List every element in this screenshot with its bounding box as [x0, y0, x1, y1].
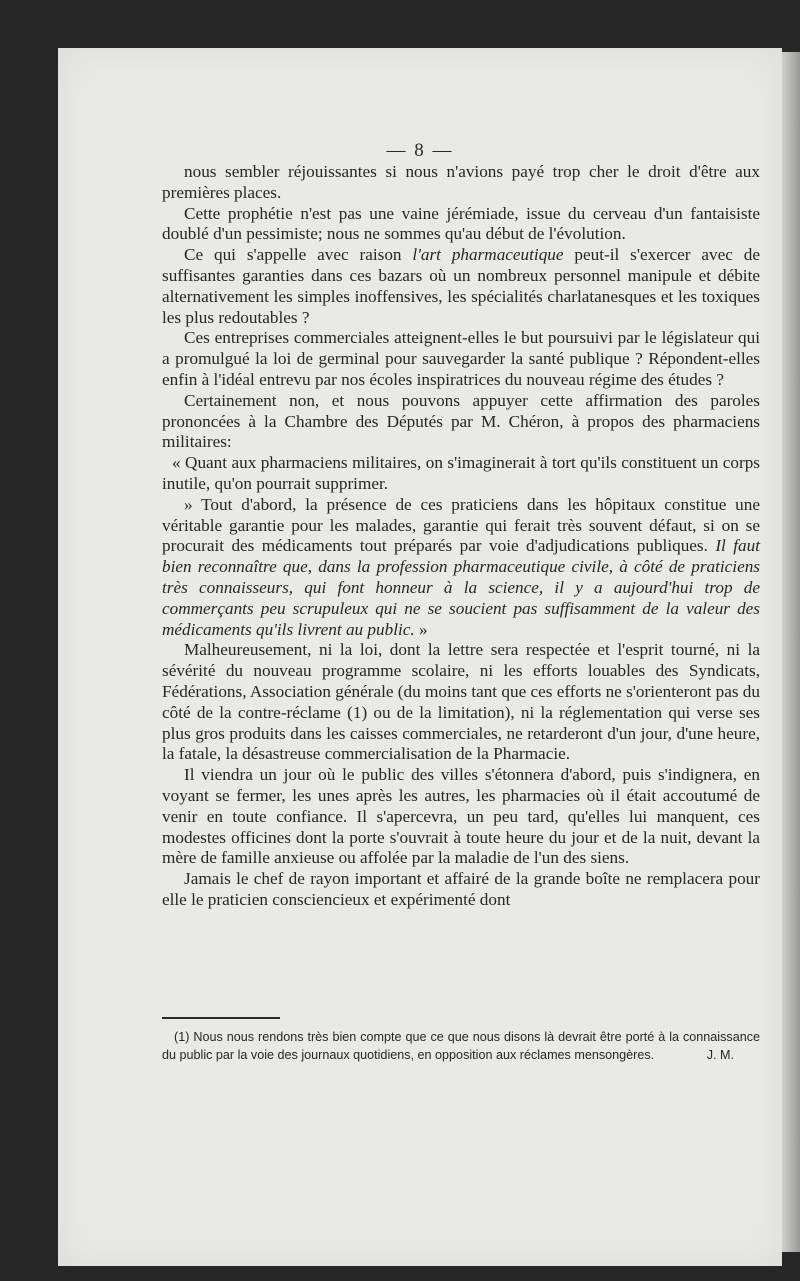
- paragraph-3-end: peut-il s'exercer avec de suffisantes garanties dans ces bazars où un nombreux personnel manipule et débite alternativement les simples inoffensives, les spécialités charlatanesques et les toxiques les plus redoutables ?: [162, 245, 761, 327]
- paragraph-9: Il viendra un jour où le public des villes s'étonnera d'abord, puis s'indignera, en voyant se fermer, les unes après les autres, les pharmacies où il était accoutumé de venir en toute confiance. Il s'apercevra, un peu tard, qu'elles lui manquent, ces modestes officines dont la porte s'ouvrait à toute heure du jour et de la nuit, devant la mère de famille anxieuse ou affolée par la maladie de l'un des siens.: [162, 765, 760, 868]
- paragraph-3: [162, 245, 760, 328]
- quote-2-end: »: [414, 619, 428, 639]
- page-edge: [782, 52, 800, 1252]
- paragraph-1: nous sembler réjouissantes si nous n'avions payé trop cher le droit d'être aux premières places.: [162, 162, 760, 202]
- page-number: — 8 —: [386, 140, 454, 161]
- paragraph-5: Certainement non, et nous pouvons appuyer cette affirmation des paroles prononcées à la Chambre des Députés par M. Chéron, à propos des pharmaciens militaires:: [162, 390, 760, 452]
- footnote-rule: [162, 1017, 280, 1019]
- book-page: [58, 48, 782, 1266]
- footnote: [162, 1028, 760, 1064]
- paragraph-3-italic: l'art pharmaceutique: [412, 245, 564, 265]
- quote-2-start: » Tout d'abord, la présence de ces praticiens dans les hôpitaux constitue une véritable garantie pour les malades, garantie qui ferait très souvent défaut, si on se procurait des médicaments tout préparés par voie d'adjudications publiques.: [162, 494, 760, 556]
- quote-2-italic: Il faut bien reconnaître que, dans la profession pharmaceutique civile, à côté de praticiens très connaisseurs, qui font honneur à la science, il y a aujourd'hui trop de commerçants peu scrupuleux qui ne se soucient pas suffisamment de la valeur des médicaments qu'ils livrent au public.: [162, 536, 760, 639]
- paragraph-8: Malheureusement, ni la loi, dont la lettre sera respectée et l'esprit tourné, ni la sévérité du nouveau programme scolaire, ni les efforts louables des Syndicats, Fédérations, Association générale (du moins tant que ces efforts ne s'orienteront pas du côté de la contre-réclame (1) ou de la limitation), ni la réglementation qui verse ses plus gros produits dans les caisses commerciales, ne retarderont d'un jour, d'une heure, la fatale, la désastreuse commercialisation de la Pharmacie.: [162, 640, 760, 764]
- quote-paragraph-2: [162, 495, 760, 641]
- footnote-text: (1) Nous nous rendons très bien compte que ce que nous disons là devrait être porté à la connaissance du public par la voie des journaux quotidiens, en opposition aux réclames mensongères.: [162, 1030, 760, 1062]
- quote-paragraph-1: « Quant aux pharmaciens militaires, on s'imaginerait à tort qu'ils constituent un corps inutile, qu'on pourrait supprimer.: [162, 453, 760, 493]
- body-text: [162, 162, 760, 911]
- paragraph-3-start: Ce qui s'appelle avec raison: [184, 245, 413, 265]
- paragraph-4: Ces entreprises commerciales atteignent-elles le but poursuivi par le législateur qui a promulgué la loi de germinal pour sauvegarder la santé publique ? Répondent-elles enfin à l'idéal entrevu par nos écoles inspiratrices du nouveau régime des études ?: [162, 328, 760, 389]
- paragraph-2: Cette prophétie n'est pas une vaine jérémiade, issue du cerveau d'un fantaisiste doublé d'un pessimiste; nous ne sommes qu'au début de l'évolution.: [162, 203, 760, 244]
- footnote-signature: J. M.: [706, 1048, 734, 1062]
- paragraph-10: Jamais le chef de rayon important et affairé de la grande boîte ne remplacera pour elle le praticien consciencieux et expérimenté dont: [162, 869, 760, 909]
